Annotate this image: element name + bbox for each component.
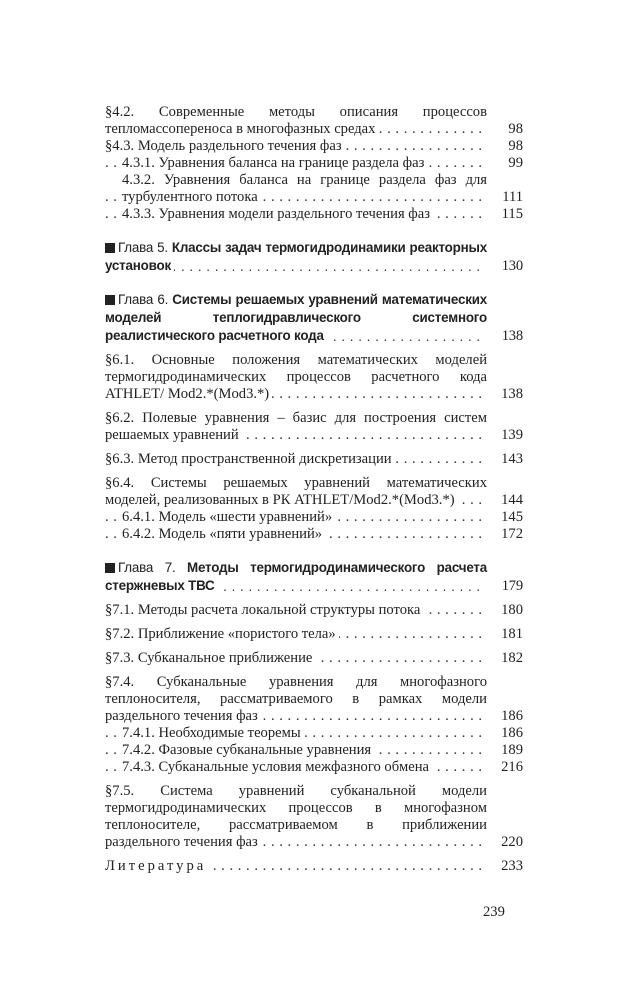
- page-number: 115: [501, 206, 523, 222]
- page-number: 111: [502, 189, 523, 205]
- toc-entry[interactable]: [105, 626, 523, 643]
- page-number: 180: [501, 602, 523, 618]
- page-number: 98: [508, 138, 523, 154]
- toc-entry[interactable]: [105, 104, 523, 138]
- chapter-title: Методы термогидродинамического расчета стержневых ТВС: [105, 560, 488, 593]
- page-number: 98: [508, 121, 523, 137]
- entry-title: 7.4.3. Субканальные условия межфазного обмена: [122, 759, 432, 775]
- toc-entry[interactable]: [105, 602, 523, 619]
- entry-title: §7.3. Субканальное приближение: [105, 650, 315, 666]
- page-number: 186: [501, 725, 523, 741]
- toc-entry[interactable]: [105, 410, 523, 444]
- toc-entry[interactable]: [105, 650, 523, 667]
- toc-entry[interactable]: [105, 172, 523, 206]
- entry-title: §6.3. Метод пространственной дискретизации: [105, 451, 395, 467]
- page-number: 186: [501, 708, 523, 724]
- toc-entry[interactable]: [105, 206, 523, 223]
- toc-chapter-entry[interactable]: [105, 559, 523, 595]
- entry-title: §7.4. Субканальные уравнения для многофазного теплоносителя, рассматриваемого в рамках модели раздельного течения фаз: [105, 674, 487, 724]
- page-number: 138: [501, 328, 523, 344]
- page-number: 182: [501, 650, 523, 666]
- toc-literature-entry[interactable]: [105, 858, 523, 875]
- entry-title: Литература: [105, 858, 209, 874]
- square-bullet-icon: [105, 243, 115, 253]
- toc-entry[interactable]: [105, 352, 523, 403]
- toc-entry[interactable]: [105, 475, 523, 509]
- page-number: 139: [501, 427, 523, 443]
- chapter-label: Глава 7.: [118, 560, 176, 575]
- page-number: 130: [501, 258, 523, 274]
- toc-entry[interactable]: [105, 155, 523, 172]
- page-number: 138: [501, 386, 523, 402]
- page-number: 233: [501, 858, 523, 874]
- toc-entry[interactable]: [105, 674, 523, 725]
- toc-entry[interactable]: [105, 509, 523, 526]
- entry-title: §6.1. Основные положения математических моделей термогидродинамических процессов расчетного кода ATHLET/ Mod2.*(Mod3.*): [105, 352, 487, 402]
- entry-title: §7.1. Методы расчета локальной структуры потока: [105, 602, 423, 618]
- chapter-label: Глава 6.: [118, 292, 169, 307]
- page-number: 144: [501, 492, 523, 508]
- entry-title: 4.3.1. Уравнения баланса на границе раздела фаз: [122, 155, 427, 171]
- entry-title: 4.3.2. Уравнения баланса на границе раздела фаз для турбулентного потока: [122, 172, 487, 205]
- page-number: 189: [501, 742, 523, 758]
- page-number: 172: [501, 526, 523, 542]
- entry-title: §4.3. Модель раздельного течения фаз: [105, 138, 345, 154]
- page-number: 220: [501, 834, 523, 850]
- table-of-contents: [105, 104, 523, 875]
- entry-title: §6.2. Полевые уравнения – базис для построения систем решаемых уравнений: [105, 410, 487, 443]
- toc-entry[interactable]: [105, 138, 523, 155]
- toc-entry[interactable]: [105, 759, 523, 776]
- toc-chapter-entry[interactable]: [105, 291, 523, 345]
- square-bullet-icon: [105, 563, 115, 573]
- toc-entry[interactable]: [105, 783, 523, 851]
- entry-title: §7.2. Приближение «пористого тела»: [105, 626, 339, 642]
- square-bullet-icon: [105, 295, 115, 305]
- entry-title: §6.4. Системы решаемых уравнений математических моделей, реализованных в РК ATHLET/Mod2.*(Mod3.*): [105, 475, 487, 508]
- entry-title: §4.2. Современные методы описания процессов тепломассопереноса в многофазных средах: [105, 104, 487, 137]
- entry-title: 4.3.3. Уравнения модели раздельного течения фаз: [122, 206, 433, 222]
- toc-entry[interactable]: [105, 451, 523, 468]
- chapter-label: Глава 5.: [118, 240, 168, 255]
- chapter-title: Системы решаемых уравнений математических моделей теплогидравлического системного реалистического расчетного кода: [105, 292, 487, 343]
- toc-entry[interactable]: [105, 725, 523, 742]
- entry-title: 7.4.2. Фазовые субканальные уравнения: [122, 742, 374, 758]
- toc-chapter-entry[interactable]: [105, 239, 523, 275]
- page-number: 145: [501, 509, 523, 525]
- page-number: 179: [501, 578, 523, 594]
- toc-entry[interactable]: [105, 742, 523, 759]
- page-number: 99: [508, 155, 523, 171]
- entry-title: 6.4.2. Модель «пяти уравнений»: [122, 526, 325, 542]
- page-number: 143: [501, 451, 523, 467]
- page-number: 181: [501, 626, 523, 642]
- toc-entry[interactable]: [105, 526, 523, 543]
- chapter-title: Классы задач термогидродинамики реакторных установок: [105, 240, 487, 273]
- entry-title: §7.5. Система уравнений субканальной модели термогидродинамических процессов в многофазном теплоносителе, рассматриваемом в приближении раздельного течения фаз: [105, 783, 487, 850]
- entry-title: 7.4.1. Необходимые теоремы: [122, 725, 304, 741]
- page-folio: 239: [483, 904, 505, 920]
- entry-title: 6.4.1. Модель «шести уравнений»: [122, 509, 335, 525]
- page-number: 216: [501, 759, 523, 775]
